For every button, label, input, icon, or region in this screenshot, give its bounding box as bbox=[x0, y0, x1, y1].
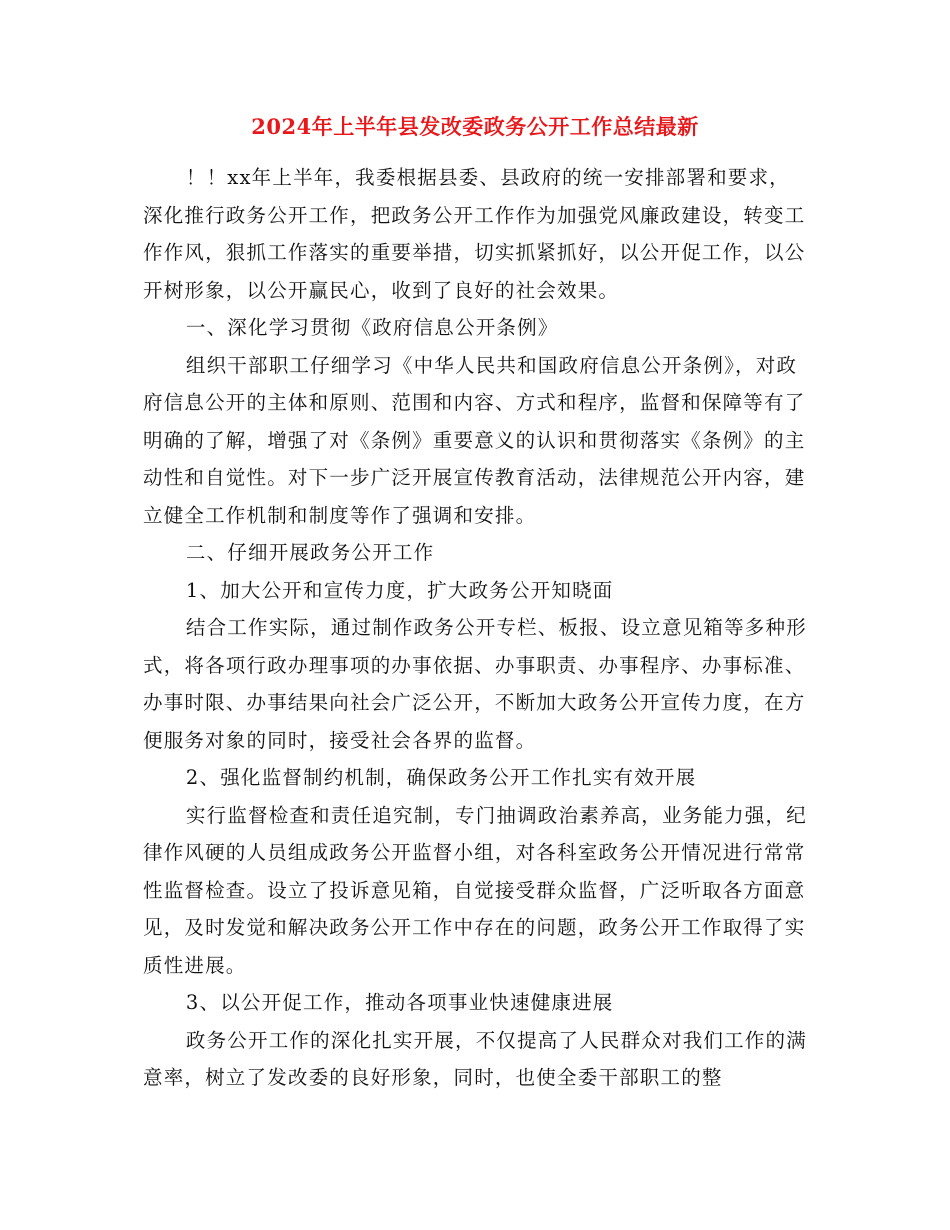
body-paragraph: 政务公开工作的深化扎实开展，不仅提高了人民群众对我们工作的满意率，树立了发改委的良好形象，同时，也使全委干部职工的整 bbox=[143, 1028, 807, 1089]
section-heading-2: 二、仔细开展政务公开工作 bbox=[185, 541, 435, 564]
body-paragraph: 结合工作实际，通过制作政务公开专栏、板报、设立意见箱等多种形式，将各项行政办理事项的办事依据、办事职责、办事程序、办事标准、办事时限、办事结果向社会广泛公开，不断加大政务公开宣传力度，在方便服务对象的同时，接受社会各界的监督。 bbox=[143, 616, 807, 752]
subsection-heading-1: 1、加大公开和宣传力度，扩大政务公开知晓面 bbox=[185, 578, 614, 602]
section-heading-1: 一、深化学习贯彻《政府信息公开条例》 bbox=[185, 316, 559, 339]
intro-paragraph: ！！xx年上半年，我委根据县委、县政府的统一安排部署和要求，深化推行政务公开工作，把政务公开工作作为加强党风廉政建设，转变工作作风，狠抓工作落实的重要举措，切实抓紧抓好，以公开促工作，以公开树形象，以公开赢民心，收到了良好的社会效果。 bbox=[143, 166, 806, 302]
document-title: 2024年上半年县发改委政务公开工作总结最新 bbox=[251, 114, 699, 139]
subsection-heading-2: 2、强化监督制约机制，确保政务公开工作扎实有效开展 bbox=[185, 766, 697, 789]
document-body bbox=[143, 159, 809, 1097]
subsection-heading-3: 3、以公开促工作，推动各项事业快速健康进展 bbox=[185, 991, 614, 1014]
body-paragraph: 组织干部职工仔细学习《中华人民共和国政府信息公开条例》，对政府信息公开的主体和原则、范围和内容、方式和程序，监督和保障等有了明确的了解，增强了对《条例》重要意义的认识和贯彻落实《条例》的主动性和自觉性。对下一步广泛开展宣传教育活动，法律规范公开内容，建立健全工作机制和制度等作了强调和安排。 bbox=[143, 353, 806, 527]
body-paragraph: 实行监督检查和责任追究制，专门抽调政治素养高，业务能力强，纪律作风硬的人员组成政务公开监督小组，对各科室政务公开情况进行常常性监督检查。设立了投诉意见箱，自觉接受群众监督，广泛听取各方面意见，及时发觉和解决政务公开工作中存在的问题，政务公开工作取得了实质性进展。 bbox=[143, 803, 807, 977]
